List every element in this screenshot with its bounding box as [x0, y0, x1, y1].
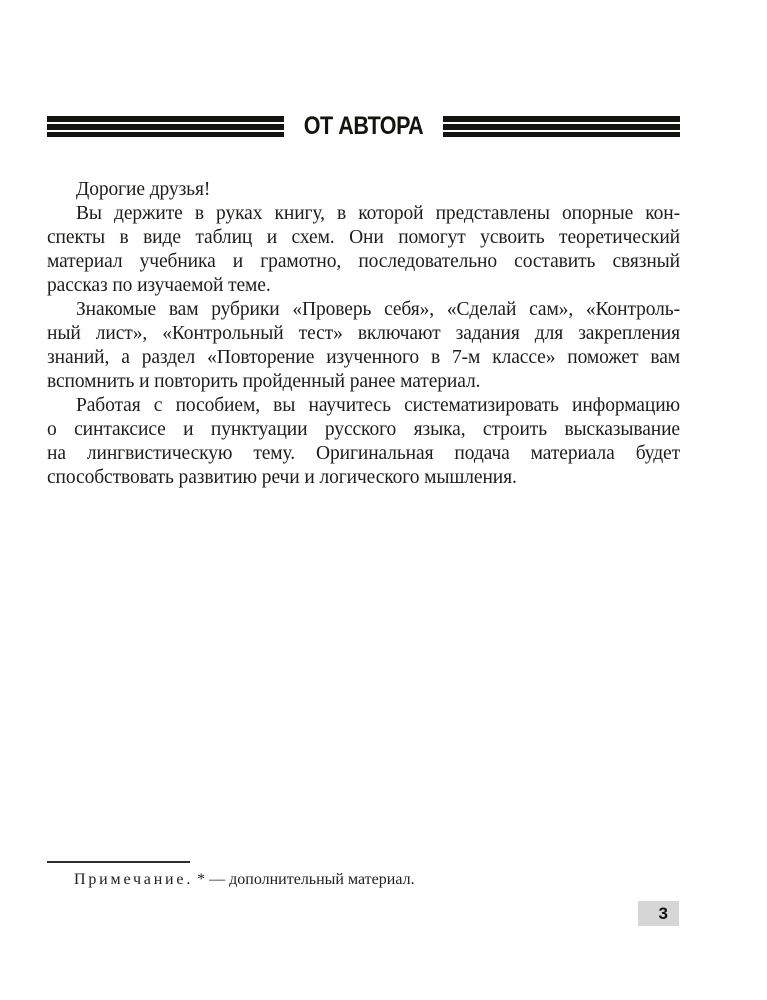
text-line: ный лист», «Контрольный тест» включают задания для закрепления — [47, 323, 680, 344]
text-line: способствовать развитию речи и логического мышления. — [47, 467, 517, 488]
header-rule-right — [443, 116, 680, 137]
page-number: 3 — [638, 901, 679, 926]
text-line: Работая с пособием, вы научитесь систематизировать информацию — [76, 395, 680, 416]
text-line: на лингвистическую тему. Оригинальная подача материала будет — [47, 443, 680, 464]
text-line: спекты в виде таблиц и схем. Они помогут усвоить теоретический — [47, 227, 680, 248]
footnote-rule — [47, 861, 190, 863]
text-line: о синтаксисе и пунктуации русского языка, строить высказывание — [47, 419, 680, 440]
text-line: Дорогие друзья! — [76, 179, 211, 200]
section-header — [47, 112, 680, 140]
footnote-text: * — дополнительный материал. — [197, 871, 415, 888]
footnote — [47, 861, 680, 890]
text-line: вспомнить и повторить пройденный ранее материал. — [47, 371, 481, 392]
text-line: знаний, а раздел «Повторение изученного в 7-м классе» поможет вам — [47, 347, 680, 368]
text-line: Вы держите в руках книгу, в которой представлены опорные кон- — [76, 203, 680, 224]
header-rule-left — [47, 116, 284, 137]
text-line: Знакомые вам рубрики «Проверь себя», «Сделай сам», «Контроль- — [76, 299, 680, 320]
text-line: рассказ по изучаемой теме. — [47, 275, 271, 296]
author-note-text — [47, 178, 680, 490]
footnote-line — [47, 870, 680, 890]
text-line: материал учебника и грамотно, последовательно составить связный — [47, 251, 680, 272]
page-title: ОТ АВТОРА — [303, 112, 424, 140]
footnote-label: Примечание. — [74, 871, 194, 888]
